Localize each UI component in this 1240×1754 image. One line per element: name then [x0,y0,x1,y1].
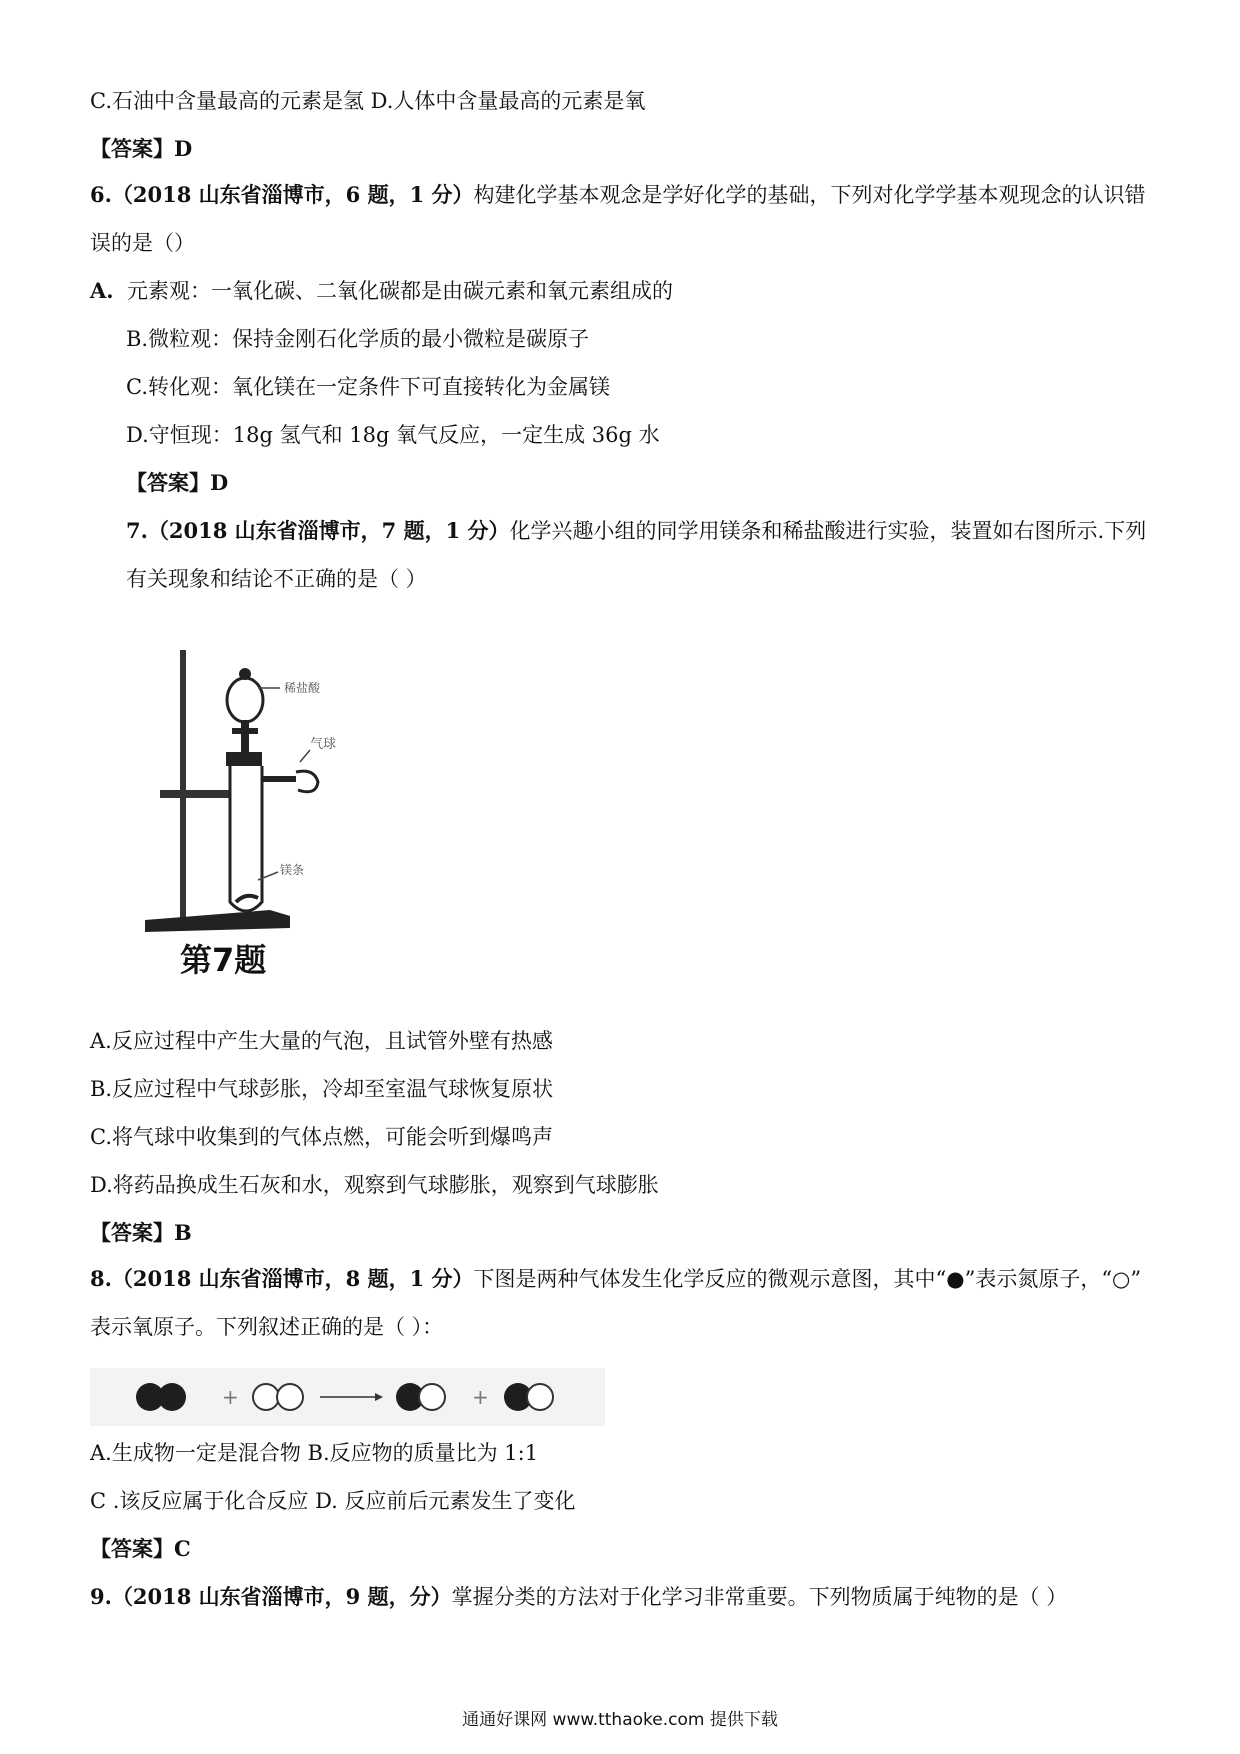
q7-option-c: C.将气球中收集到的气体点燃，可能会听到爆鸣声 [90,1125,553,1149]
q9-stem-text1: 掌握分类的方法对于化学习非常重要。下列物质属于纯物的是（ ） [451,1585,1068,1609]
plus-sign-2: + [472,1385,489,1409]
nitric-oxide-molecule-1 [396,1383,445,1411]
label-balloon: 气球 [310,737,337,752]
q8-stem-line1 [90,1264,1141,1294]
q6-answer: 【答案】D [126,470,229,495]
q7-option-b: B.反应过程中气球彭胀，冷却至室温气球恢复原状 [90,1077,554,1101]
q7-answer: 【答案】B [90,1220,192,1245]
q9-header: 9.（2018 山东省淄博市，9 题，分） [90,1584,452,1609]
q7-figure-caption: 第7题 [180,941,267,979]
rubber-stopper [226,752,262,766]
q6-stem-line2: 误的是（） [90,231,195,255]
q9-stem-line1 [90,1582,1067,1612]
oxygen-molecule [253,1384,303,1410]
reaction-diagram [90,1368,605,1426]
q6-option-a-text: 元素观：一氧化碳、二氧化碳都是由碳元素和氧元素组成的 [126,279,673,303]
stand-rod [180,650,186,920]
separatory-funnel [227,678,263,722]
label-magnesium: 镁条 [280,863,305,877]
q7-header: 7.（2018 山东省淄博市，7 题，1 分） [126,518,510,543]
q6-option-c: C.转化观：氧化镁在一定条件下可直接转化为金属镁 [126,375,610,399]
q7-apparatus-figure [140,640,370,940]
reaction-arrow [320,1393,383,1401]
q6-header: 6.（2018 山东省淄博市，6 题，1 分） [90,182,474,207]
stand-base [145,910,290,932]
q7-option-a: A.反应过程中产生大量的气泡，且试管外壁有热感 [90,1029,553,1053]
q6-stem-text1: 构建化学基本观念是学好化学的基础，下列对化学学基本观现念的认识错 [473,183,1146,207]
q7-stem-line1 [126,516,1146,546]
q8-stem-line2: 表示氧原子。下列叙述正确的是（ ）： [90,1315,444,1339]
q5-answer: 【答案】D [90,136,193,161]
q6-option-a [90,276,673,306]
q6-option-d: D.守恒现：18g 氢气和 18g 氧气反应，一定生成 36g 水 [126,423,660,447]
nitric-oxide-molecule-2 [504,1383,553,1411]
q8-header: 8.（2018 山东省淄博市，8 题，1 分） [90,1266,474,1291]
q6-option-a-label: A. [90,278,114,303]
q6-stem-line1 [90,180,1146,210]
q8-stem-text1: 下图是两种气体发生化学反应的微观示意图，其中“●”表示氮原子，“○” [473,1267,1142,1291]
q8-answer: 【答案】C [90,1536,191,1561]
nitrogen-molecule [136,1383,186,1411]
q8-options-ab: A.生成物一定是混合物 B.反应物的质量比为 1:1 [90,1441,539,1465]
q7-stem-text1: 化学兴趣小组的同学用镁条和稀盐酸进行实验，装置如右图所示.下列 [509,519,1147,543]
q5-options-cd: C.石油中含量最高的元素是氢 D.人体中含量最高的元素是氧 [90,89,646,113]
q6-option-b: B.微粒观：保持金刚石化学质的最小微粒是碳原子 [126,327,590,351]
q8-options-cd: C .该反应属于化合反应 D. 反应前后元素发生了变化 [90,1489,576,1513]
q7-option-d: D.将药品换成生石灰和水，观察到气球膨胀，观察到气球膨胀 [90,1173,659,1197]
plus-sign-1: + [222,1385,239,1409]
test-tube [230,766,262,911]
balloon [296,771,318,792]
page-footer: 通通好课网 www.tthaoke.com 提供下载 [462,1710,778,1730]
q7-stem-line2: 有关现象和结论不正确的是（ ） [126,567,427,591]
label-hydrochloric-acid: 稀盐酸 [284,681,321,695]
